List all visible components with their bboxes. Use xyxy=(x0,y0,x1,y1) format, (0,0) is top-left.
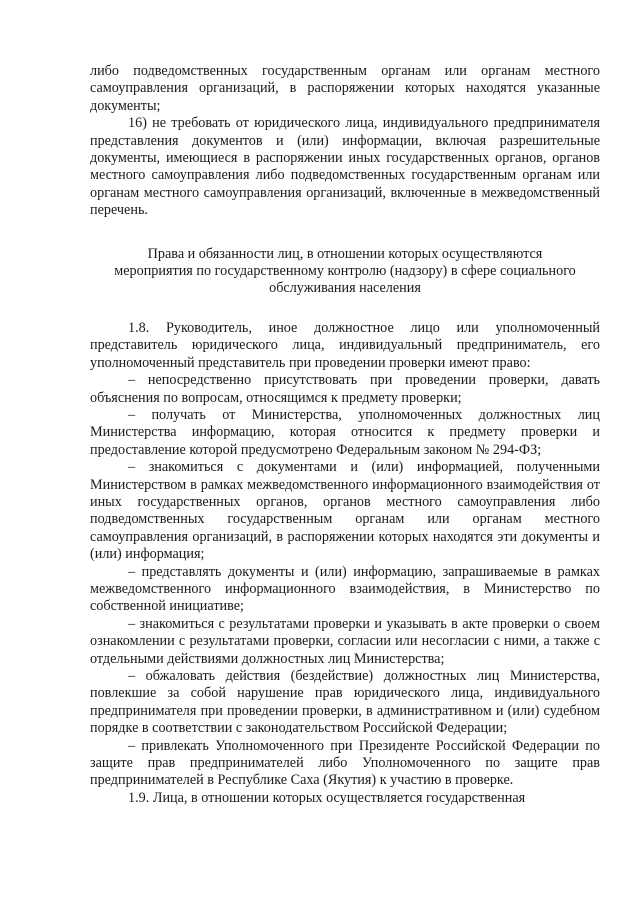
list-item-right-results: – знакомиться с результатами проверки и указывать в акте проверки о своем ознакомлении с результатами проверки, согласии или несогласии с ними, а также с отдельными действиями должностных лиц Министерства; xyxy=(90,615,600,667)
paragraph-1-9: 1.9. Лица, в отношении которых осуществляется государственная xyxy=(128,789,526,806)
paragraph-1-8: 1.8. Руководитель, иное должностное лицо или уполномоченный представитель юридического лица, индивидуальный предприниматель, его уполномоченный представитель при проведении проверки имеют право: xyxy=(90,319,600,371)
spacer xyxy=(90,298,600,320)
list-item-right-documents: – знакомиться с документами и (или) информацией, полученными Министерством в рамках межведомственного информационного взаимодействия от иных государственных органов, органов местного самоуправления либо подведомственных государственным органам или органам местного самоуправления организаций, в распоряжении которых находятся эти документы и (или) информация; xyxy=(90,459,600,563)
list-item-right-appeal: – обжаловать действия (бездействие) должностных лиц Министерства, повлекшие за собой нарушение прав юридического лица, индивидуального предпринимателя при проведении проверки, в административном и (или) судебном порядке в соответствии с законодательством Российской Федерации; xyxy=(90,668,600,737)
list-item-right-presence: – непосредственно присутствовать при проведении проверки, давать объяснения по вопросам, относящимся к предмету проверки; xyxy=(90,372,600,406)
paragraph-continuation: либо подведомственных государственным органам или органам местного самоуправления организаций, в распоряжении которых находятся указанные документы; xyxy=(90,63,600,114)
list-item-right-information: – получать от Министерства, уполномоченных должностных лиц Министерства информацию, которая относится к предмету проверки и предоставление которой предусмотрено Федеральным законом № 294-ФЗ; xyxy=(90,406,600,458)
list-item-right-ombudsman: – привлекать Уполномоченного при Президенте Российской Федерации по защите прав предпринимателей либо Уполномоченного по защите прав предпринимателей в Республике Саха (Якутия) к участию в проверке. xyxy=(90,737,600,789)
section-heading: Права и обязанности лиц, в отношении которых осуществляются мероприятия по государственному контролю (надзору) в сфере социального обслуживания населения xyxy=(114,245,576,297)
list-item-right-submit: – представлять документы и (или) информацию, запрашиваемые в рамках межведомственного информационного взаимодействия, в Министерство по собственной инициативе; xyxy=(90,563,600,615)
paragraph-item-16: 16) не требовать от юридического лица, индивидуального предпринимателя представления документов и (или) информации, включая разрешительные документы, имеющиеся в распоряжении иных государственных органов, органов местного самоуправления либо подведомственных государственным органам или органам местного самоуправления организаций, включенные в межведомственный перечень. xyxy=(90,115,600,219)
